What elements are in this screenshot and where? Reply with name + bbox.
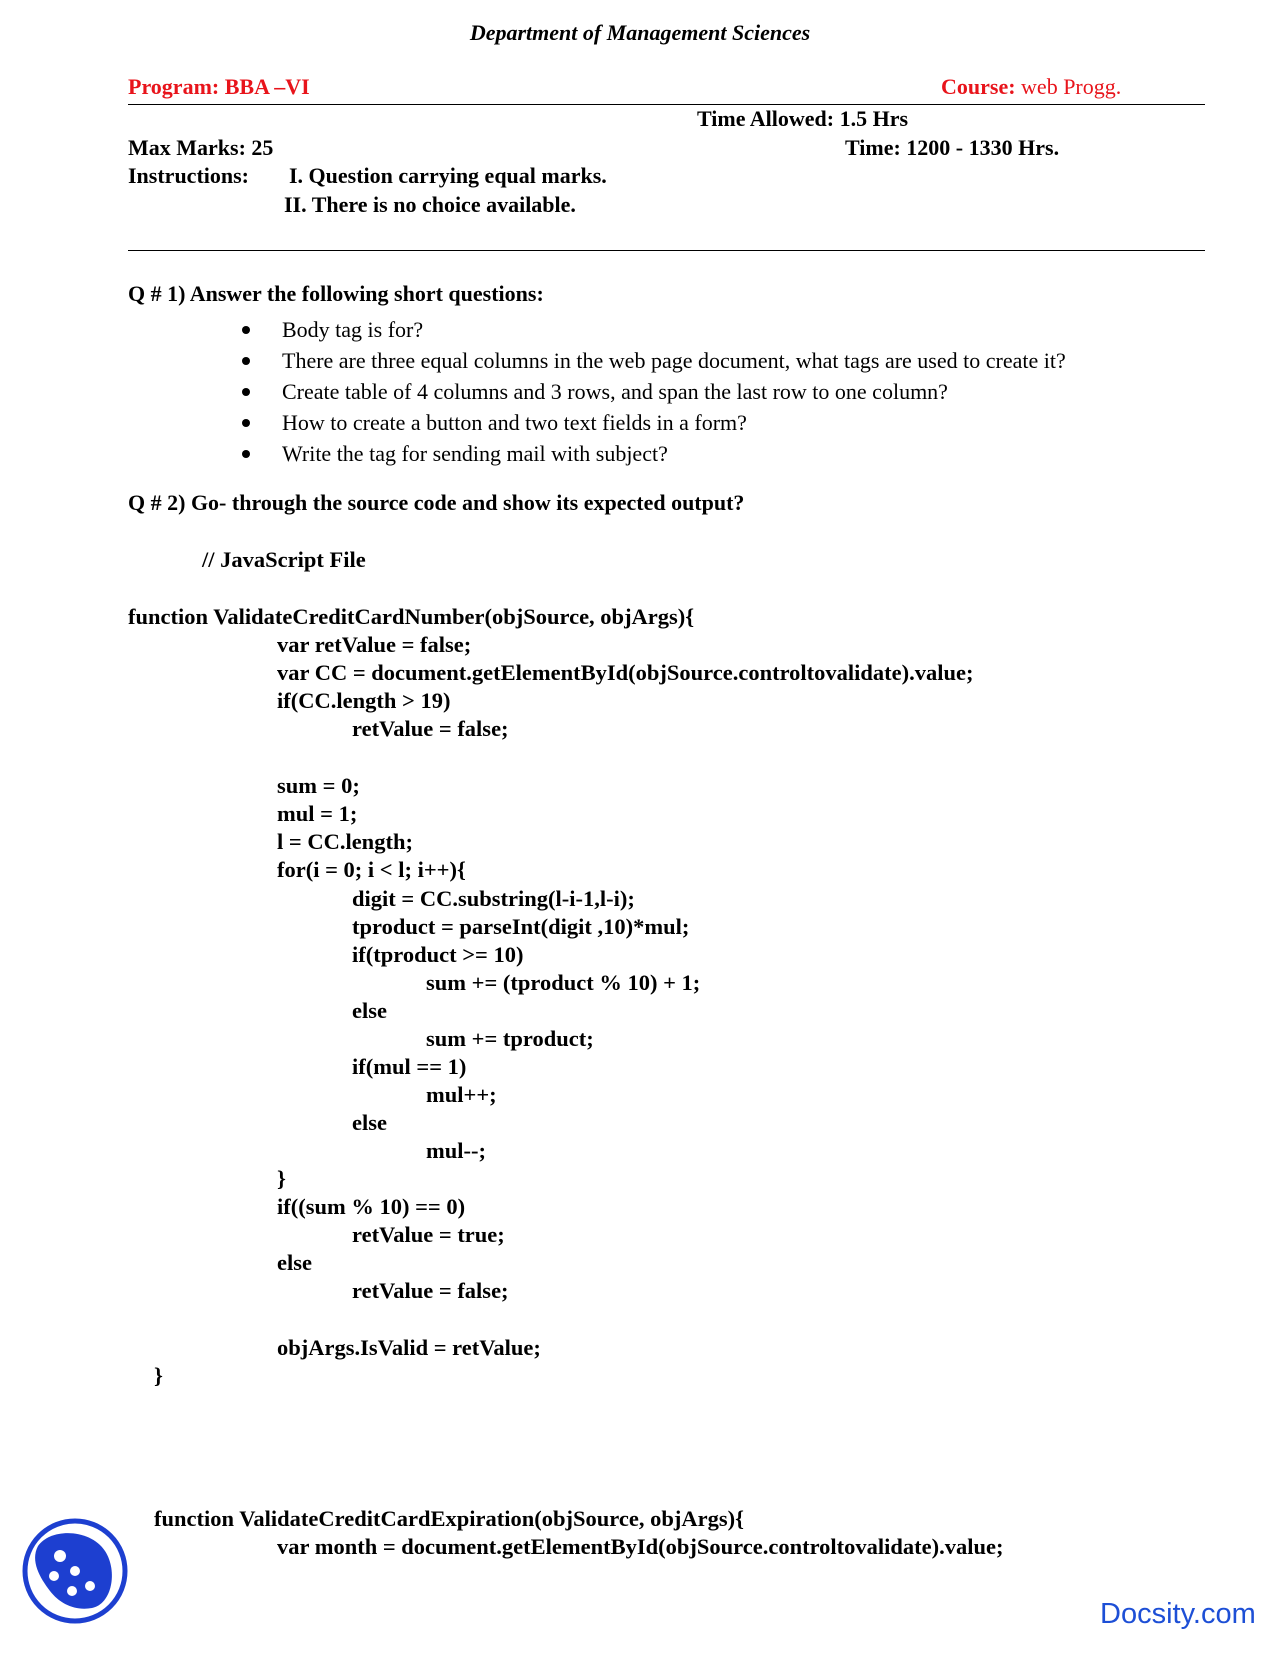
list-item: [242, 376, 1066, 407]
list-item: [242, 407, 1066, 438]
code-line: for(i = 0; i < l; i++){: [277, 857, 466, 882]
code-line: var retValue = false;: [277, 632, 472, 657]
course-label: Course:: [941, 74, 1016, 99]
course-info: [941, 74, 1121, 100]
code-line: sum = 0;: [277, 773, 360, 798]
code-comment: // JavaScript File: [202, 547, 366, 572]
department-title: Department of Management Sciences: [469, 20, 811, 45]
q1-heading: Q # 1) Answer the following short questions:: [128, 281, 544, 306]
course-value: web Progg.: [1021, 74, 1122, 99]
question-text: How to create a button and two text fields in a form?: [282, 410, 747, 435]
max-marks: Max Marks: 25: [128, 135, 274, 160]
code-line: }: [277, 1166, 286, 1191]
bullet-icon: [242, 357, 250, 365]
code-line: mul++;: [426, 1082, 497, 1107]
q1-question-list: [242, 314, 1066, 469]
exam-time: Time: 1200 - 1330 Hrs.: [845, 135, 1060, 160]
code-line: digit = CC.substring(l-i-1,l-i);: [352, 886, 635, 911]
code-line: retValue = true;: [352, 1222, 505, 1247]
docsity-watermark[interactable]: Docsity.com: [1100, 1598, 1256, 1630]
list-item: [242, 314, 1066, 345]
code-line: var CC = document.getElementById(objSource.controltovalidate).value;: [277, 660, 974, 685]
code-line: retValue = false;: [352, 1278, 509, 1303]
question-text: There are three equal columns in the web page document, what tags are used to create it?: [282, 348, 1066, 373]
code-line: retValue = false;: [352, 716, 509, 741]
bullet-icon: [242, 326, 250, 334]
code-line: function ValidateCreditCardNumber(objSource, objArgs){: [128, 604, 695, 629]
code-line: tproduct = parseInt(digit ,10)*mul;: [352, 914, 690, 939]
code-line: if(mul == 1): [352, 1054, 467, 1079]
code-line: sum += tproduct;: [426, 1026, 594, 1051]
question-text: Create table of 4 columns and 3 rows, and span the last row to one column?: [282, 379, 948, 404]
code-line: else: [352, 1110, 387, 1135]
instruction-1: I. Question carrying equal marks.: [289, 163, 607, 188]
instruction-2: II. There is no choice available.: [284, 192, 576, 217]
code-line: function ValidateCreditCardExpiration(objSource, objArgs){: [154, 1506, 744, 1531]
instructions-label: Instructions:: [128, 163, 250, 188]
program-label: Program: BBA –VI: [128, 74, 310, 99]
question-text: Body tag is for?: [282, 317, 424, 342]
code-line: if(tproduct >= 10): [352, 942, 524, 967]
code-line: mul = 1;: [277, 801, 358, 826]
list-item: [242, 345, 1066, 376]
code-line: else: [277, 1250, 312, 1275]
question-text: Write the tag for sending mail with subject?: [282, 441, 668, 466]
code-line: var month = document.getElementById(objSource.controltovalidate).value;: [277, 1534, 1004, 1559]
code-line: }: [154, 1363, 163, 1388]
bullet-icon: [242, 388, 250, 396]
code-line: sum += (tproduct % 10) + 1;: [426, 970, 701, 995]
header-rule-bottom: [128, 250, 1205, 251]
code-line: mul--;: [426, 1138, 486, 1163]
header-rule-top: [128, 104, 1205, 105]
code-line: l = CC.length;: [277, 829, 413, 854]
bullet-icon: [242, 419, 250, 427]
code-line: if(CC.length > 19): [277, 688, 451, 713]
list-item: [242, 438, 1066, 469]
time-allowed: Time Allowed: 1.5 Hrs: [697, 106, 909, 131]
code-line: if((sum % 10) == 0): [277, 1194, 466, 1219]
code-line: else: [352, 998, 387, 1023]
q2-heading: Q # 2) Go- through the source code and show its expected output?: [128, 490, 745, 515]
docsity-logo-icon: [20, 1516, 130, 1626]
code-line: objArgs.IsValid = retValue;: [277, 1335, 541, 1360]
bullet-icon: [242, 450, 250, 458]
